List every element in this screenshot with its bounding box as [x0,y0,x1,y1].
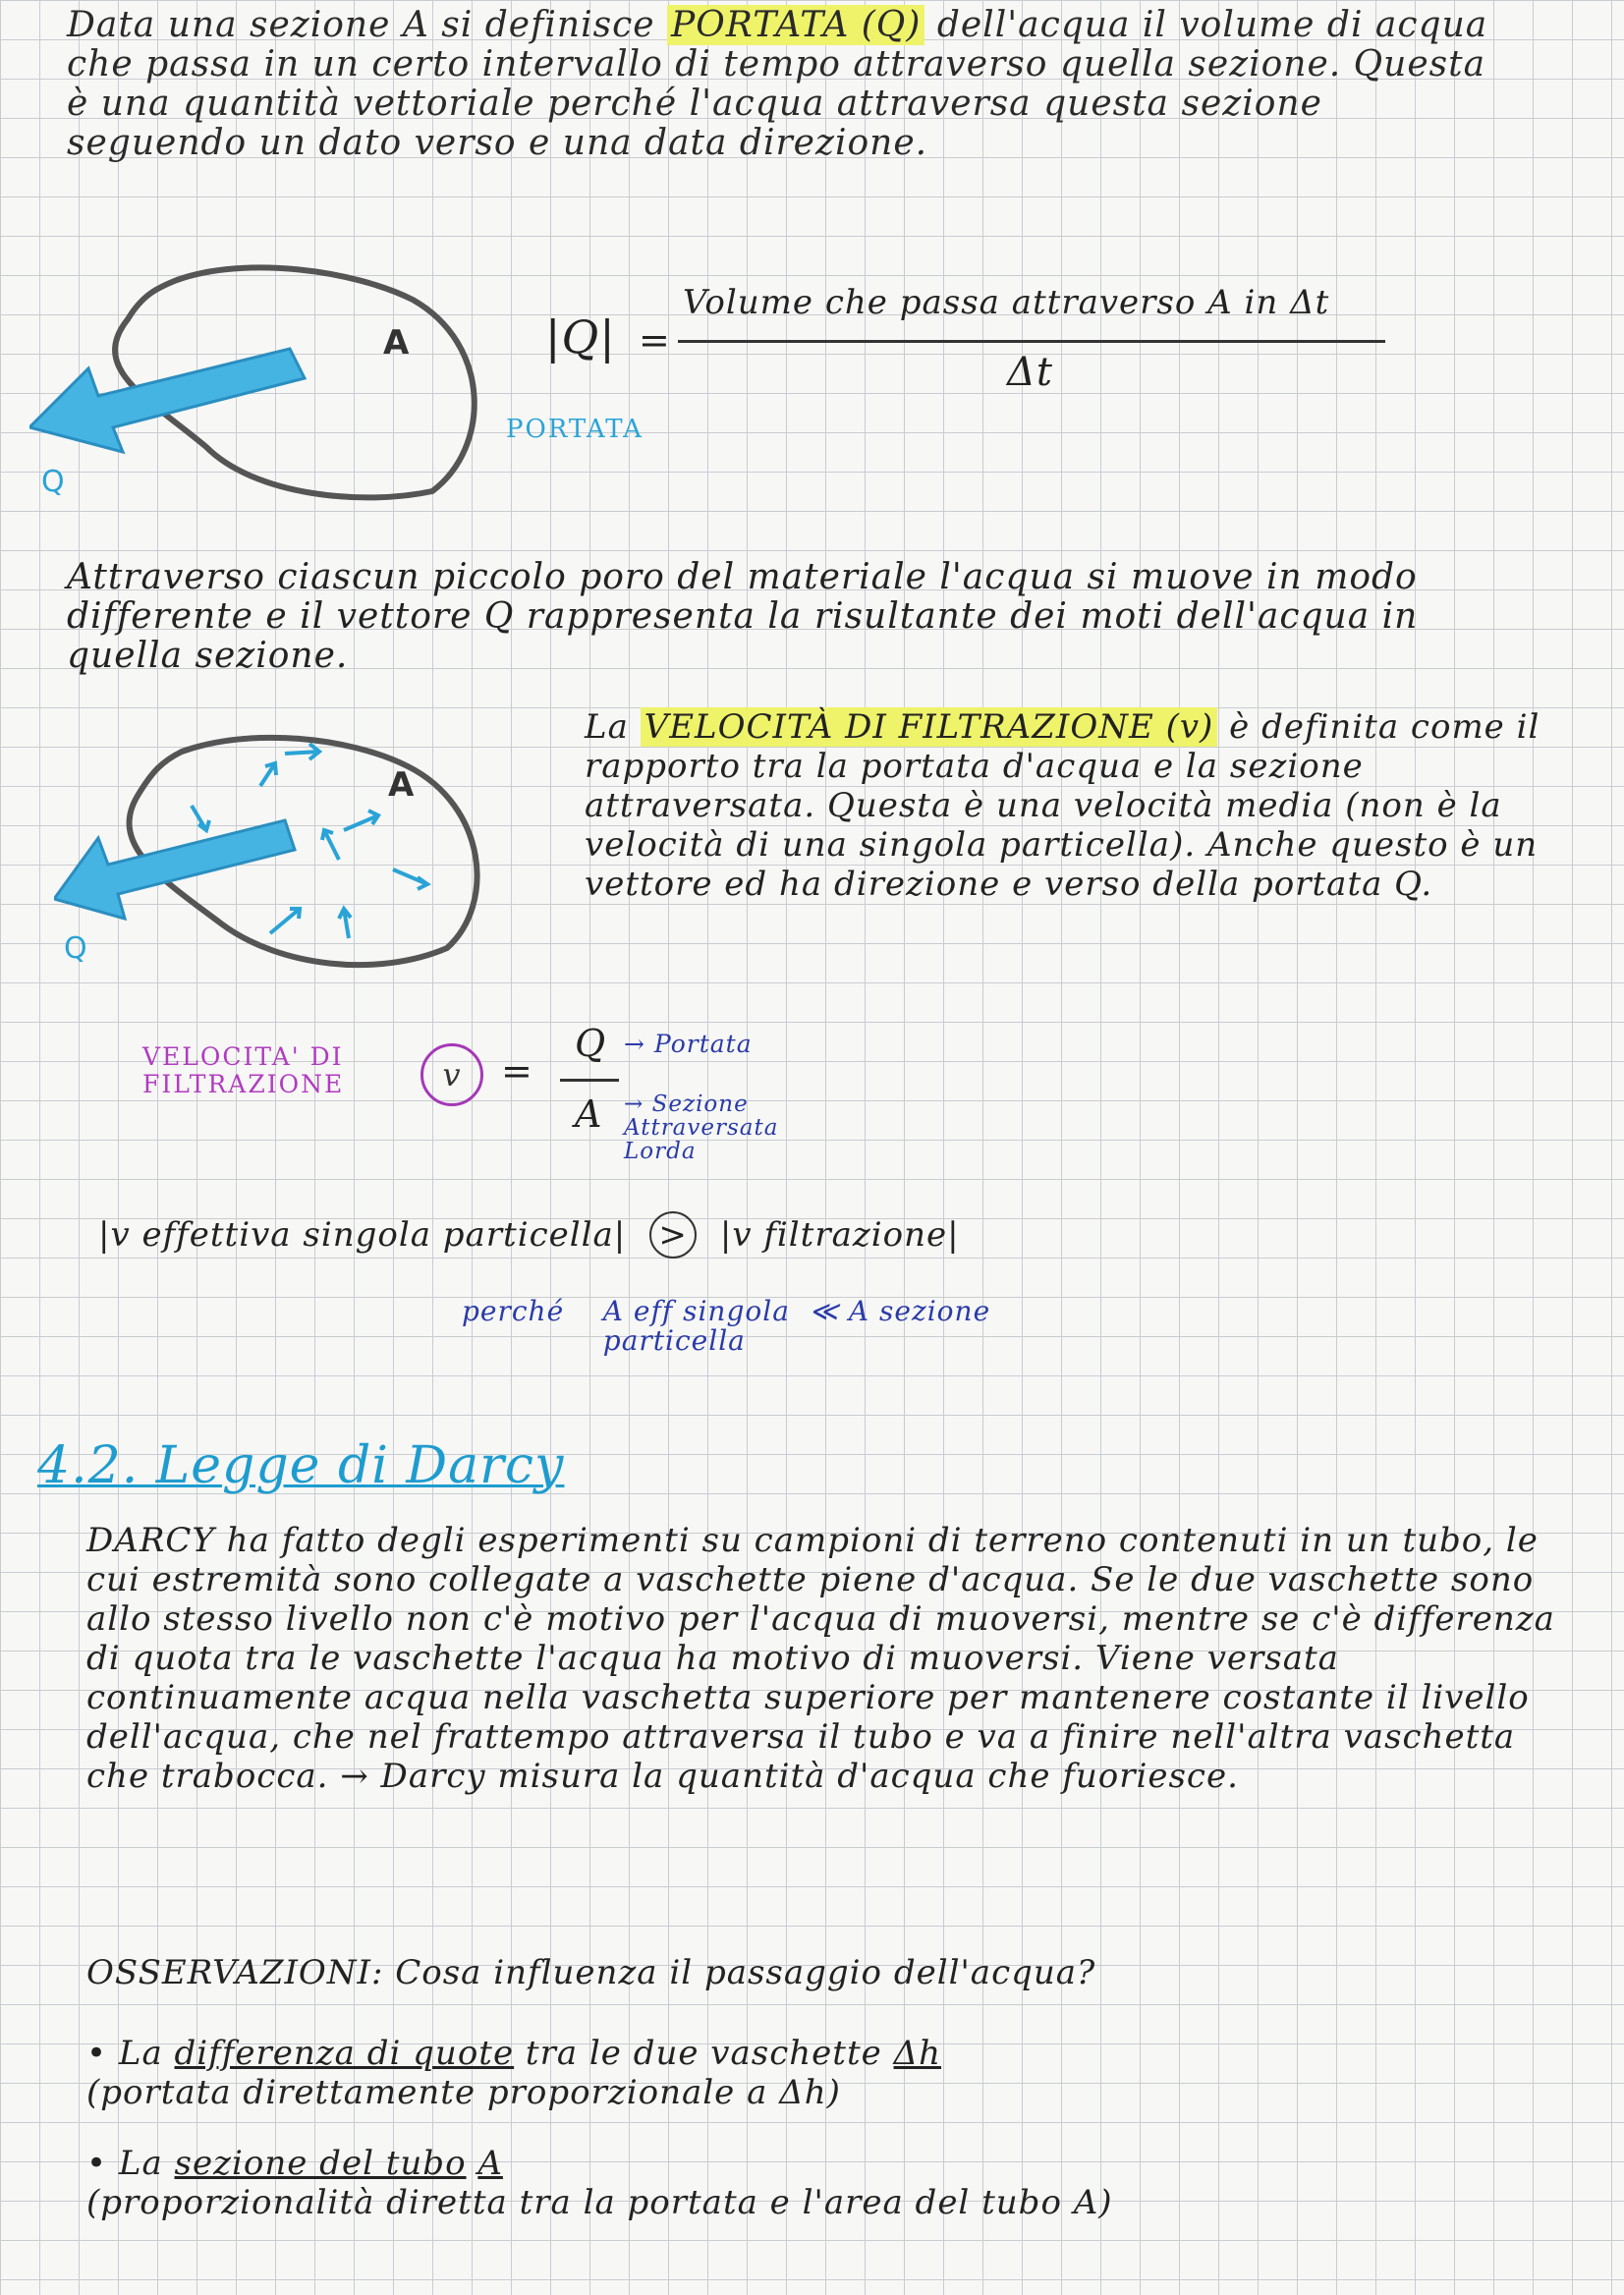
highlight-velocita: VELOCITÀ DI FILTRAZIONE (v) [641,707,1218,747]
diagram-filtration [54,722,506,987]
arrow-label: Q [41,465,65,499]
flow-arrow [29,349,305,452]
formula1-denominator: Δt [1007,350,1053,395]
paragraph-velocita [585,707,1567,904]
formula1-numerator: Volume che passa attraverso A in Δt [683,283,1330,322]
reason-left: A eff singola particella [602,1295,790,1357]
para1-after: dell'acqua il volume di acqua che passa in un certo intervallo di tempo attraverso quella sezione. Questa è una quantità vettoriale perché l'acqua attraversa questa sezione seguendo un dato verso e una data direzione. [67,5,1488,163]
reason-right: A sezione [848,1295,991,1327]
because-word: perché [462,1295,565,1327]
velocity-comparison [98,1211,960,1259]
bullet-pre: • La [86,2034,163,2073]
paragraph-darcy: DARCY ha fatto degli esperimenti su campioni di terreno contenuti in un tubo, le cui estremità sono collegate a vaschette piene d'acqua. Se le due vaschette sono allo stesso livello non c'è motivo per l'acqua di muoversi, mentre se c'è differenza di quota tra le vaschette l'acqua ha motivo di muoversi. Viene versata continuamente acqua nella vaschetta superiore per mantenere costante il livello dell'acqua, che nel frattempo attraversa il tubo e va a finire nell'altra vaschetta che trabocca. → Darcy misura la quantità d'acqua che fuoriesce. [86,1521,1555,1796]
reason-op: ≪ [809,1295,839,1327]
paragraph-portata [67,6,1511,163]
para3-prefix: La [585,707,629,747]
vel-numerator: Q [575,1022,607,1065]
highlight-portata: PORTATA (Q) [667,5,924,45]
flow-arrow-2 [54,820,295,919]
comparison-reason [462,1297,990,1356]
portata-label: PORTATA [506,415,644,444]
velocity-label: VELOCITA' DI FILTRAZIONE [142,1042,345,1098]
observation-list [86,2034,1580,2254]
bullet-note: (portata direttamente proporzionale a Δh) [86,2073,841,2112]
para3-rest: è definita come il rapporto tra la portata d'acqua e la sezione attraversata. Questa è una velocità media (non è la velocità di una singola particella). Anche questo è un vettore ed ha direzione e verso della portata Q. [585,707,1540,904]
formula-portata [535,283,1400,411]
para1-before: Data una sezione A si definisce [67,5,655,45]
bullet-term: sezione del tubo [174,2144,467,2183]
bullet-pre: • La [86,2144,163,2183]
formula1-lhs: |Q| [545,310,616,364]
vel-denominator: A [575,1092,603,1136]
vel-num-note: → Portata [624,1030,753,1058]
paragraph-pores: Attraverso ciascun piccolo poro del materiale l'acqua si muove in modo differente e il vettore Q rappresenta la risultante dei moti dell'acqua in quella sezione. [67,557,1419,676]
bullet-symbol: A [477,2144,503,2183]
bullet-symbol: Δh [893,2034,941,2073]
section-heading-darcy: 4.2. Legge di Darcy [37,1436,565,1495]
comp-right: |v filtrazione| [719,1215,960,1255]
section-label: A [383,323,410,363]
section-label-2: A [388,765,415,805]
observations-line: OSSERVAZIONI: Cosa influenza il passaggio dell'acqua? [86,1953,1096,1992]
comp-left: |v effettiva singola particella| [98,1215,627,1255]
formula1-eq: = [639,318,671,362]
vel-eq: = [501,1049,533,1092]
bullet-term: differenza di quote [174,2034,515,2073]
formula-velocita [413,1022,924,1179]
bullet-note: (proporzionalità diretta tra la portata e l'area del tubo A) [86,2183,1113,2222]
comp-operator: > [649,1211,697,1259]
velocity-circle: v [420,1043,483,1106]
diagram-section-flow [29,251,481,516]
arrow-label-2: Q [64,931,87,966]
bullet-mid: tra le due vaschette [525,2034,882,2073]
vel-den-note: → Sezione Attraversata Lorda [624,1092,779,1164]
list-item [86,2034,1580,2112]
list-item [86,2144,1580,2222]
fraction-line [678,340,1385,343]
vel-fraction-line [560,1079,619,1082]
